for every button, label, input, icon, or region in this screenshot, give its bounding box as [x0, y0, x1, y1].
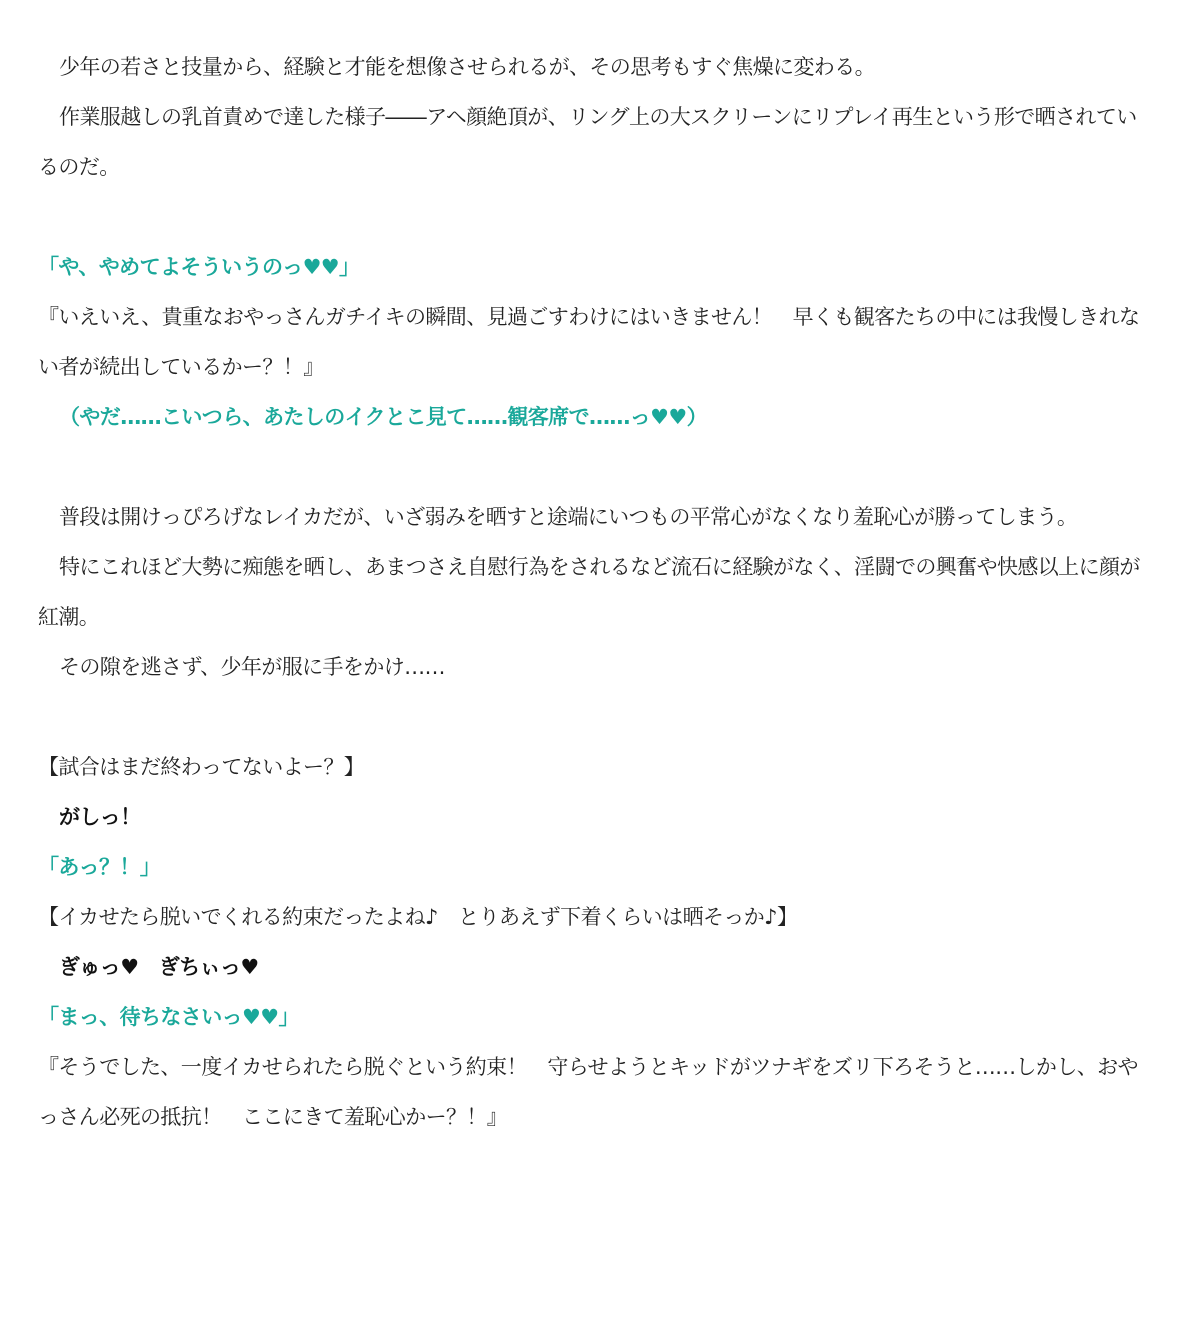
narration-paragraph: 普段は開けっぴろげなレイカだが、いざ弱みを晒すと途端にいつもの平常心がなくなり羞恥心が勝ってしまう。 — [59, 505, 1078, 529]
narration-paragraph: 作業服越しの乳首責めで達した様子――アヘ顔絶頂が、リング上の大スクリーンにリプレイ再生という形で晒されているのだ。 — [38, 105, 1137, 179]
reika-dialogue: 「や、やめてよそういうのっ♥♥」 — [38, 255, 360, 279]
sound-effect: がしっ！ — [59, 805, 141, 829]
narration-paragraph: その隙を逃さず、少年が服に手をかけ…… — [59, 655, 445, 679]
reika-dialogue: 「まっ、待ちなさいっ♥♥」 — [38, 1005, 299, 1029]
blank-line — [38, 442, 1148, 492]
narration-paragraph: 特にこれほど大勢に痴態を晒し、あまつさえ自慰行為をされるなど流石に経験がなく、淫闘での興奮や快感以上に顔が紅潮。 — [38, 555, 1140, 629]
announcer-line: 『いえいえ、貴重なおやっさんガチイキの瞬間、見過ごすわけにはいきません！ 早くも観客たちの中には我慢しきれない者が続出しているかー？！』 — [38, 305, 1140, 379]
novel-page — [38, 42, 1148, 1142]
blank-line — [38, 692, 1148, 742]
blank-line — [38, 192, 1148, 242]
sound-effect: ぎゅっ♥ ぎちぃっ♥ — [59, 955, 259, 979]
narration-paragraph: 少年の若さと技量から、経験と才能を想像させられるが、その思考もすぐ焦燥に変わる。 — [59, 55, 875, 79]
kid-dialogue: 【イカせたら脱いでくれる約束だったよね♪ とりあえず下着くらいは晒そっか♪】 — [38, 905, 798, 929]
reika-dialogue: 「あっ？！」 — [38, 855, 161, 879]
reika-thought: （やだ……こいつら、あたしのイクとこ見て……観客席で……っ♥♥） — [59, 405, 708, 429]
kid-dialogue: 【試合はまだ終わってないよー？】 — [38, 755, 365, 779]
announcer-line: 『そうでした、一度イカせられたら脱ぐという約束！ 守らせようとキッドがツナギをズリ下ろそうと……しかし、おやっさん必死の抵抗！ ここにきて羞恥心かー？！』 — [38, 1055, 1138, 1129]
